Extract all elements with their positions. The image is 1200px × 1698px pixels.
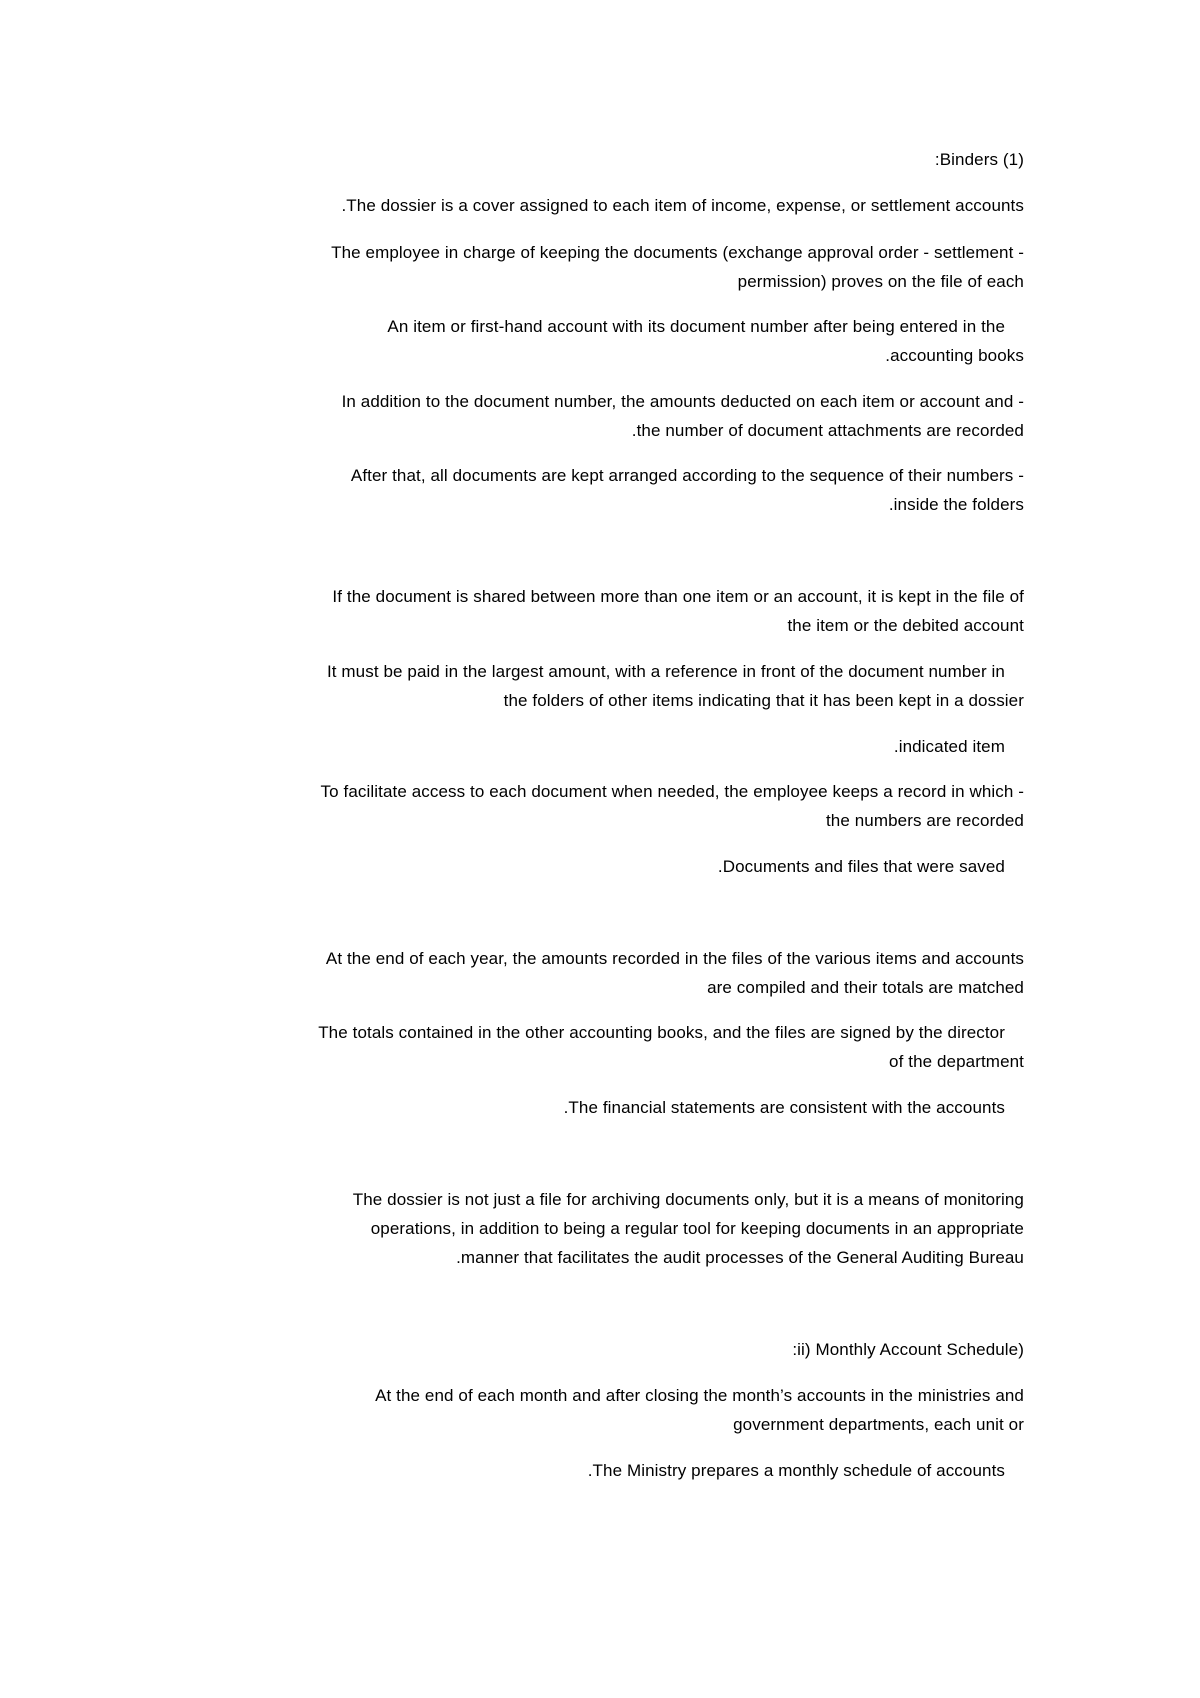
text-line: .The dossier is a cover assigned to each item of income, expense, or settlement accounts: [341, 196, 1024, 215]
text-line: The dossier is not just a file for archiving documents only, but it is a means of monitoring: [352, 1190, 1024, 1209]
text-line: permission) proves on the file of each: [737, 272, 1024, 291]
text-line: .inside the folders: [888, 495, 1024, 514]
section-heading-binders: :Binders (1): [934, 150, 1024, 169]
text-line: In addition to the document number, the amounts deducted on each item or account and -: [341, 392, 1024, 411]
text-line: the numbers are recorded: [825, 811, 1024, 830]
text-line: At the end of each month and after closing the month’s accounts in the ministries and: [375, 1386, 1024, 1405]
text-line: the item or the debited account: [787, 616, 1024, 635]
text-line: .the number of document attachments are recorded: [631, 421, 1024, 440]
text-line: It must be paid in the largest amount, with a reference in front of the document number in: [326, 662, 1005, 681]
text-line: are compiled and their totals are matched: [707, 978, 1024, 997]
text-line: operations, in addition to being a regular tool for keeping documents in an appropriate: [370, 1219, 1024, 1238]
text-line: the folders of other items indicating that it has been kept in a dossier: [503, 691, 1024, 710]
text-line: After that, all documents are kept arranged according to the sequence of their numbers -: [350, 466, 1024, 485]
text-line: .The Ministry prepares a monthly schedule of accounts: [587, 1461, 1005, 1480]
text-line: An item or first-hand account with its document number after being entered in the: [387, 317, 1005, 336]
text-line: .The financial statements are consistent with the accounts: [563, 1098, 1005, 1117]
text-line: .indicated item: [893, 737, 1005, 756]
text-line: At the end of each year, the amounts recorded in the files of the various items and accounts: [325, 949, 1024, 968]
text-line: To facilitate access to each document when needed, the employee keeps a record in which -: [320, 782, 1024, 801]
text-line: .Documents and files that were saved: [717, 857, 1005, 876]
text-line: If the document is shared between more than one item or an account, it is kept in the file of: [332, 587, 1024, 606]
text-line: .manner that facilitates the audit processes of the General Auditing Bureau: [456, 1248, 1024, 1267]
text-line: The totals contained in the other accounting books, and the files are signed by the director: [318, 1023, 1005, 1042]
text-line: government departments, each unit or: [733, 1415, 1024, 1434]
text-line: of the department: [889, 1052, 1024, 1071]
section-heading-monthly-schedule: :ii) Monthly Account Schedule): [792, 1340, 1024, 1359]
text-line: The employee in charge of keeping the documents (exchange approval order - settlement -: [331, 243, 1024, 262]
text-line: .accounting books: [885, 346, 1024, 365]
